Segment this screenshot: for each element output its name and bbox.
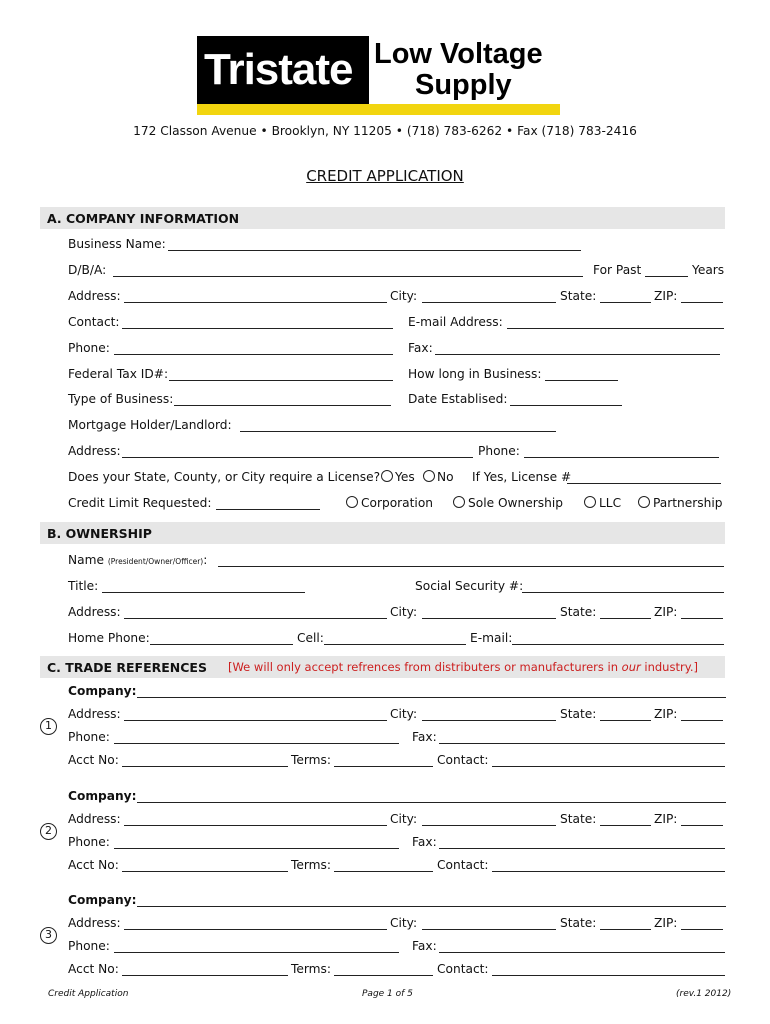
company-address-line: 172 Classon Avenue • Brooklyn, NY 11205 • (718) 783-6262 • Fax (718) 783-2416: [133, 124, 637, 138]
ref3-fax-field[interactable]: [439, 952, 725, 953]
sole-ownership-label: Sole Ownership: [468, 496, 563, 510]
ssn-label: Social Security #:: [415, 579, 524, 593]
ref3-zip-field[interactable]: [681, 929, 723, 930]
license-question: Does your State, County, or City require a License?: [68, 470, 381, 484]
ref1-address-field[interactable]: [124, 720, 387, 721]
ref1-terms-field[interactable]: [334, 766, 433, 767]
logo-line1: Low Voltage: [374, 38, 543, 70]
owner-name-note: (President/Owner/Officer): [107, 557, 204, 566]
ref3-terms-field[interactable]: [334, 975, 433, 976]
owner-name-field[interactable]: [218, 566, 724, 567]
ref2-company-field[interactable]: [137, 802, 726, 803]
contact-label: Contact:: [68, 315, 120, 329]
owner-city-label: City:: [390, 605, 418, 619]
credit-limit-label: Credit Limit Requested:: [68, 496, 212, 510]
ref3-terms-label: Terms:: [291, 962, 331, 976]
cell-field[interactable]: [324, 644, 466, 645]
sole-ownership-radio[interactable]: [453, 496, 465, 508]
owner-address-label: Address:: [68, 605, 121, 619]
corporation-radio[interactable]: [346, 496, 358, 508]
logo-line2: Supply: [415, 69, 512, 101]
ref2-acct-field[interactable]: [122, 871, 288, 872]
state-label: State:: [560, 289, 597, 303]
owner-title-field[interactable]: [102, 592, 305, 593]
fax-label: Fax:: [408, 341, 433, 355]
logo-brand-text: Tristate: [204, 45, 353, 94]
phone-field[interactable]: [114, 354, 393, 355]
ref3-company-field[interactable]: [137, 906, 726, 907]
ref1-terms-label: Terms:: [291, 753, 331, 767]
trade-references-note: [We will only accept refrences from distributers or manufacturers in our industry.]: [228, 660, 698, 674]
ref1-city-label: City:: [390, 707, 418, 721]
mortgage-phone-label: Phone:: [478, 444, 520, 458]
ref1-zip-label: ZIP:: [654, 707, 678, 721]
ref2-company-label: Company:: [68, 789, 137, 803]
fax-field[interactable]: [435, 354, 720, 355]
home-phone-label: Home Phone:: [68, 631, 150, 645]
ref3-number-badge: 3: [40, 927, 57, 944]
ref1-acct-field[interactable]: [122, 766, 288, 767]
city-field[interactable]: [422, 302, 556, 303]
cell-label: Cell:: [297, 631, 324, 645]
ref1-address-label: Address:: [68, 707, 121, 721]
ref3-acct-label: Acct No:: [68, 962, 119, 976]
ref3-company-label: Company:: [68, 893, 137, 907]
tax-id-field[interactable]: [169, 380, 393, 381]
ref3-contact-label: Contact:: [437, 962, 489, 976]
ref2-zip-label: ZIP:: [654, 812, 678, 826]
years-field[interactable]: [645, 276, 688, 277]
owner-zip-label: ZIP:: [654, 605, 678, 619]
footer-doc-name: Credit Application: [48, 989, 129, 999]
ref2-contact-field[interactable]: [492, 871, 725, 872]
owner-email-label: E-mail:: [470, 631, 513, 645]
page-title: CREDIT APPLICATION: [306, 167, 464, 185]
business-name-field[interactable]: [168, 250, 581, 251]
ref1-state-field[interactable]: [600, 720, 651, 721]
address-field[interactable]: [124, 302, 387, 303]
ref2-acct-label: Acct No:: [68, 858, 119, 872]
city-label: City:: [390, 289, 418, 303]
owner-address-field[interactable]: [124, 618, 387, 619]
logo-accent-bar: [197, 104, 560, 115]
license-yes-label: Yes: [395, 470, 415, 484]
license-no-radio[interactable]: [423, 470, 435, 482]
phone-label: Phone:: [68, 341, 110, 355]
zip-field[interactable]: [681, 302, 723, 303]
ref1-fax-field[interactable]: [439, 743, 725, 744]
credit-limit-field[interactable]: [216, 509, 320, 510]
footer-page-number: Page 1 of 5: [362, 989, 413, 999]
ref3-phone-field[interactable]: [114, 952, 399, 953]
zip-label: ZIP:: [654, 289, 678, 303]
mortgage-label: Mortgage Holder/Landlord:: [68, 418, 232, 432]
ref3-address-field[interactable]: [124, 929, 387, 930]
ssn-field[interactable]: [522, 592, 724, 593]
dba-field[interactable]: [113, 276, 583, 277]
business-name-label: Business Name:: [68, 237, 166, 251]
corporation-label: Corporation: [361, 496, 433, 510]
established-label: Date Establised:: [408, 392, 508, 406]
section-b-heading: B. OWNERSHIP: [47, 526, 152, 541]
for-past-label: For Past: [593, 263, 642, 277]
ref2-terms-label: Terms:: [291, 858, 331, 872]
contact-field[interactable]: [122, 328, 393, 329]
how-long-label: How long in Business:: [408, 367, 542, 381]
ref3-state-label: State:: [560, 916, 597, 930]
license-yes-radio[interactable]: [381, 470, 393, 482]
state-field[interactable]: [600, 302, 651, 303]
ref1-acct-label: Acct No:: [68, 753, 119, 767]
ref2-number-badge: 2: [40, 823, 57, 840]
home-phone-field[interactable]: [150, 644, 293, 645]
ref1-phone-field[interactable]: [114, 743, 399, 744]
ref2-contact-label: Contact:: [437, 858, 489, 872]
ref2-state-label: State:: [560, 812, 597, 826]
mortgage-address-label: Address:: [68, 444, 121, 458]
owner-city-field[interactable]: [422, 618, 556, 619]
license-no-label: No: [437, 470, 454, 484]
ref2-city-label: City:: [390, 812, 418, 826]
ref3-state-field[interactable]: [600, 929, 651, 930]
ref2-phone-label: Phone:: [68, 835, 110, 849]
ref1-company-label: Company:: [68, 684, 137, 698]
type-label: Type of Business:: [68, 392, 174, 406]
ref2-fax-field[interactable]: [439, 848, 725, 849]
section-c-heading: C. TRADE REFERENCES: [47, 660, 207, 675]
owner-email-field[interactable]: [512, 644, 724, 645]
license-number-label: If Yes, License #: [472, 470, 572, 484]
ref2-city-field[interactable]: [422, 825, 556, 826]
owner-name-label: Name (President/Owner/Officer):: [68, 553, 208, 567]
ref2-terms-field[interactable]: [334, 871, 433, 872]
partnership-label: Partnership: [653, 496, 723, 510]
owner-zip-field[interactable]: [681, 618, 723, 619]
address-label: Address:: [68, 289, 121, 303]
ref3-fax-label: Fax:: [412, 939, 437, 953]
ref2-phone-field[interactable]: [114, 848, 399, 849]
ref3-acct-field[interactable]: [122, 975, 288, 976]
ref3-city-field[interactable]: [422, 929, 556, 930]
ref3-address-label: Address:: [68, 916, 121, 930]
ref1-contact-field[interactable]: [492, 766, 725, 767]
years-label: Years: [692, 263, 725, 277]
ref1-phone-label: Phone:: [68, 730, 110, 744]
ref3-city-label: City:: [390, 916, 418, 930]
footer-revision: (rev.1 2012): [676, 989, 732, 999]
mortgage-field[interactable]: [240, 431, 556, 432]
ref2-fax-label: Fax:: [412, 835, 437, 849]
tax-id-label: Federal Tax ID#:: [68, 367, 169, 381]
mortgage-phone-field[interactable]: [524, 457, 719, 458]
ref1-state-label: State:: [560, 707, 597, 721]
ref1-contact-label: Contact:: [437, 753, 489, 767]
how-long-field[interactable]: [545, 380, 618, 381]
owner-title-label: Title:: [68, 579, 99, 593]
section-a-heading: A. COMPANY INFORMATION: [47, 211, 240, 226]
ref1-fax-label: Fax:: [412, 730, 437, 744]
ref2-address-field[interactable]: [124, 825, 387, 826]
llc-radio[interactable]: [584, 496, 596, 508]
owner-state-label: State:: [560, 605, 597, 619]
ref1-company-field[interactable]: [137, 697, 726, 698]
ref3-phone-label: Phone:: [68, 939, 110, 953]
type-field[interactable]: [174, 405, 391, 406]
email-label: E-mail Address:: [408, 315, 503, 329]
owner-state-field[interactable]: [600, 618, 651, 619]
mortgage-address-field[interactable]: [122, 457, 473, 458]
email-field[interactable]: [507, 328, 724, 329]
ref3-contact-field[interactable]: [492, 975, 725, 976]
ref1-zip-field[interactable]: [681, 720, 723, 721]
ref2-state-field[interactable]: [600, 825, 651, 826]
partnership-radio[interactable]: [638, 496, 650, 508]
dba-label: D/B/A:: [68, 263, 107, 277]
ref1-number-badge: 1: [40, 718, 57, 735]
ref2-zip-field[interactable]: [681, 825, 723, 826]
ref2-address-label: Address:: [68, 812, 121, 826]
ref1-city-field[interactable]: [422, 720, 556, 721]
ref3-zip-label: ZIP:: [654, 916, 678, 930]
llc-label: LLC: [599, 496, 622, 510]
license-number-field[interactable]: [567, 483, 721, 484]
established-field[interactable]: [510, 405, 622, 406]
